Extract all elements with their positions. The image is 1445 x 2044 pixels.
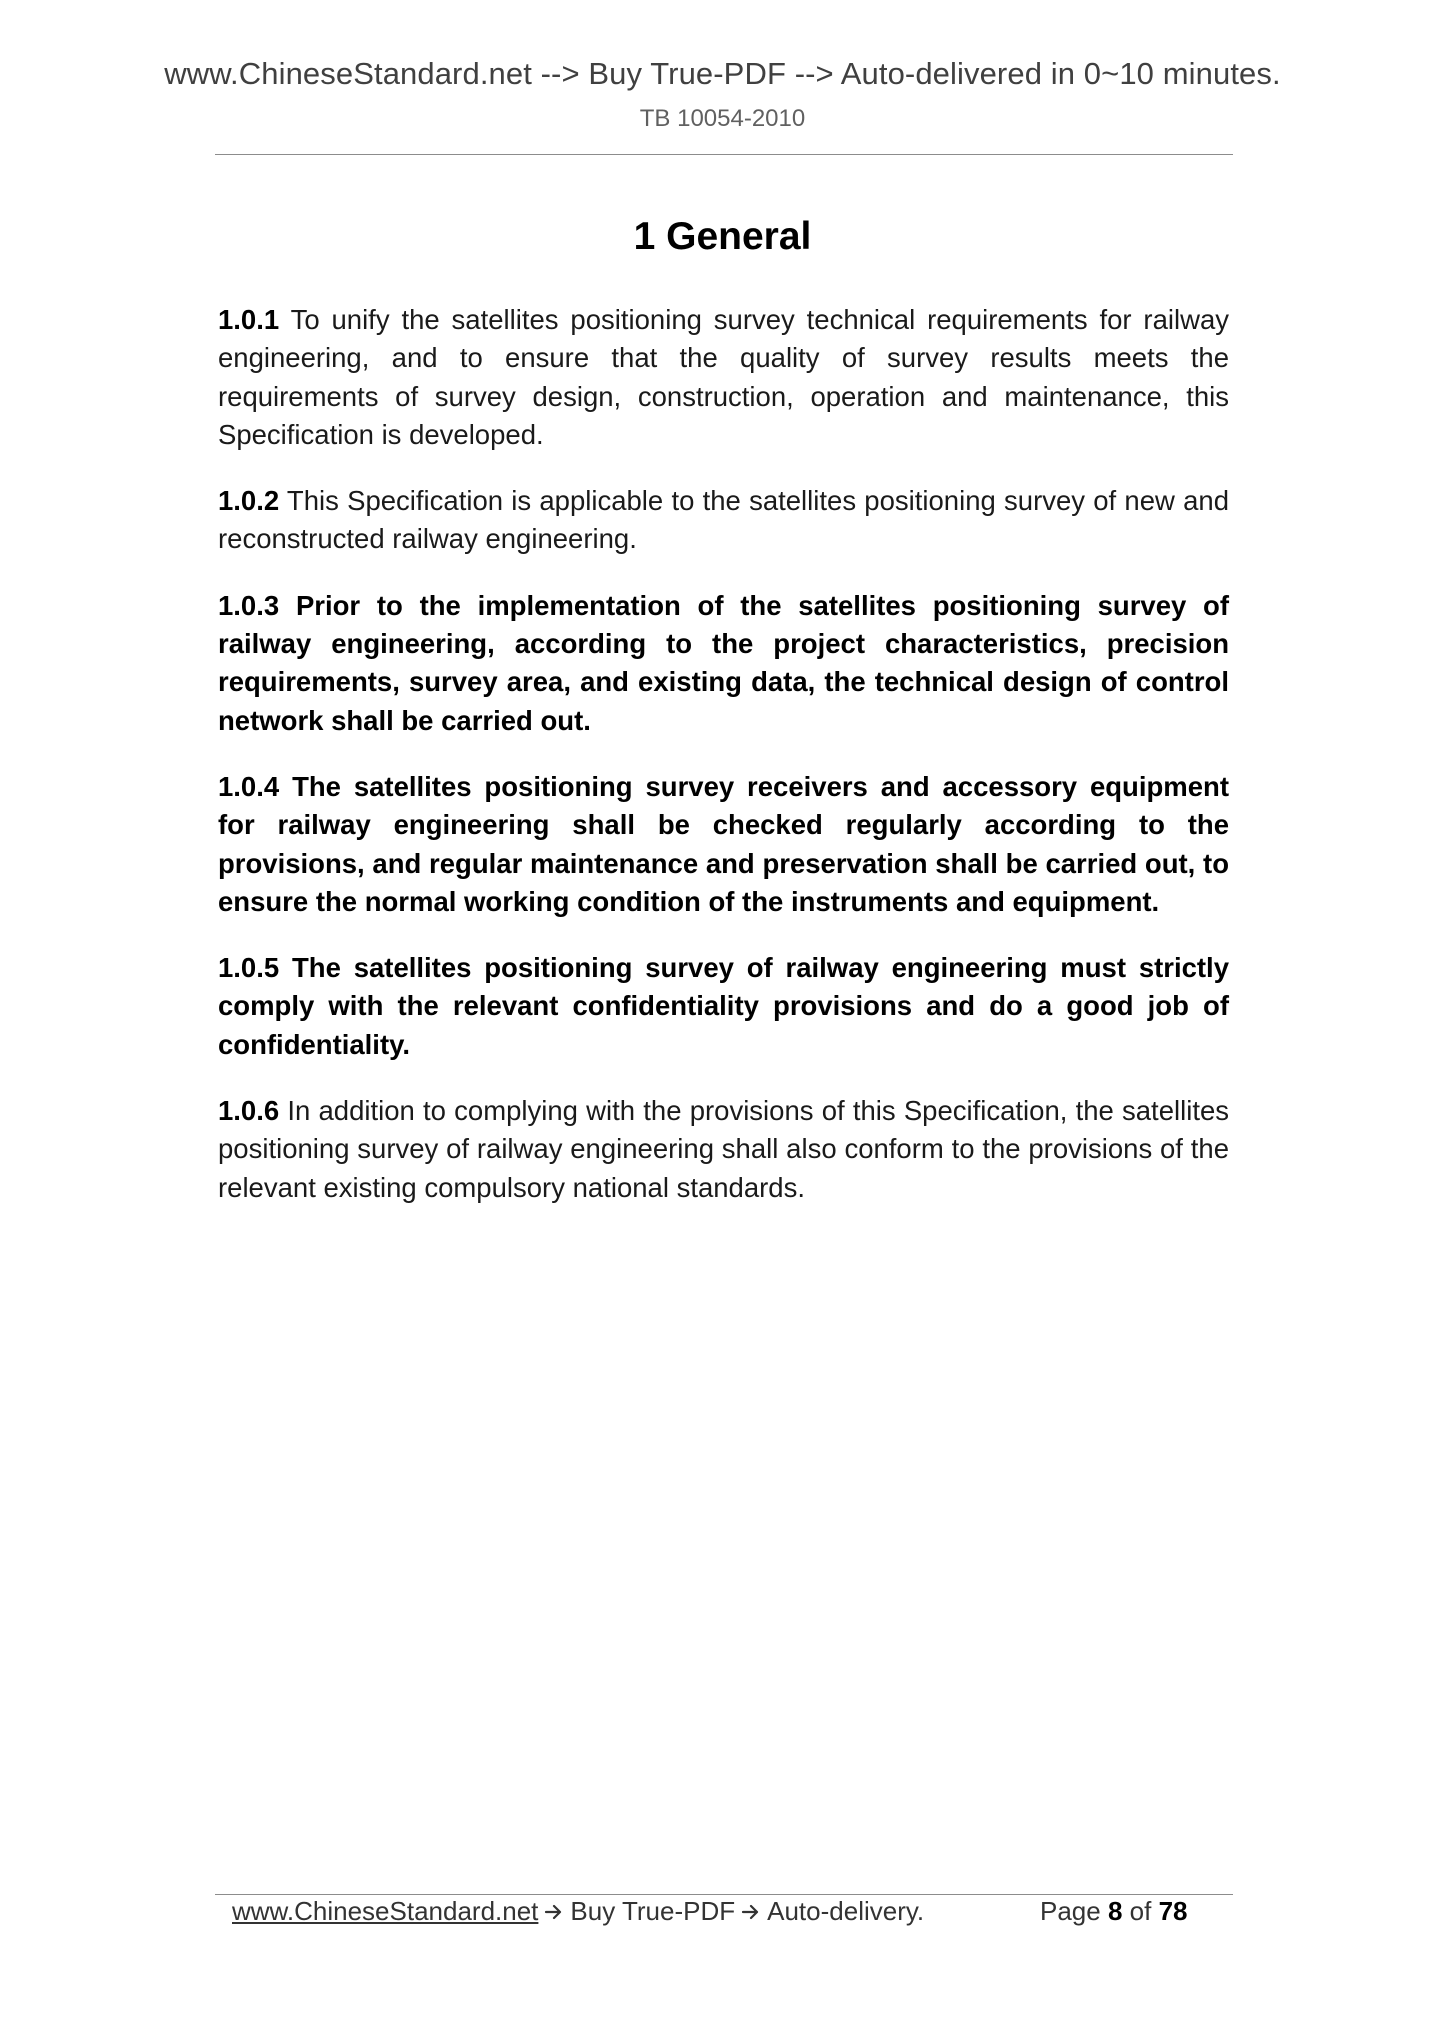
clause-1-0-6 bbox=[218, 1092, 1229, 1207]
page-counter bbox=[1040, 1896, 1188, 1927]
footer-promo bbox=[232, 1896, 924, 1927]
clause-number: 1.0.1 bbox=[218, 304, 280, 335]
right-arrow-icon bbox=[741, 1902, 761, 1922]
clause-1-0-5 bbox=[218, 949, 1229, 1064]
of-label: of bbox=[1129, 1896, 1152, 1926]
page-number: 8 bbox=[1107, 1896, 1123, 1926]
clause-text: This Specification is applicable to the satellites positioning survey of new and reconstructed railway engineering. bbox=[218, 485, 1229, 555]
footer-divider bbox=[215, 1894, 1233, 1895]
clause-number: 1.0.2 bbox=[218, 485, 280, 517]
clause-1-0-1 bbox=[218, 301, 1229, 454]
clause-number: 1.0.4 bbox=[218, 770, 280, 802]
clause-1-0-4 bbox=[218, 768, 1229, 921]
clause-number: 1.0.3 bbox=[218, 589, 280, 621]
site-link[interactable]: www.ChineseStandard.net bbox=[232, 1896, 539, 1926]
clause-1-0-2 bbox=[218, 482, 1229, 559]
chapter-title: 1 General bbox=[633, 215, 812, 258]
buy-true-pdf-text: Buy True-PDF bbox=[570, 1896, 736, 1926]
clause-text: Prior to the implementation of the satellites positioning survey of railway engineering, according to the project characteristics, precision requirements, survey area, and existing data, the technical design of control network shall be carried out. bbox=[218, 589, 1230, 736]
standard-code: TB 10054-2010 bbox=[639, 105, 806, 132]
clause-list bbox=[218, 301, 1229, 1235]
clause-text: In addition to complying with the provisions of this Specification, the satellites positioning survey of railway engineering shall also conform to the provisions of the relevant existing compulsory national standards. bbox=[218, 1095, 1230, 1203]
page-label: Page bbox=[1040, 1896, 1101, 1926]
clause-1-0-3 bbox=[218, 587, 1229, 740]
right-arrow-icon bbox=[544, 1902, 564, 1922]
clause-number: 1.0.5 bbox=[218, 952, 280, 984]
clause-text: The satellites positioning survey of railway engineering must strictly comply with the relevant confidentiality provisions and do a good job of confidentiality. bbox=[218, 952, 1229, 1060]
page-footer bbox=[232, 1896, 1232, 1936]
clause-text: The satellites positioning survey receivers and accessory equipment for railway engineering shall be checked regularly according to the provisions, and regular maintenance and preservation shall be carried out, to ensure the normal working condition of the instruments and equipment. bbox=[218, 770, 1229, 917]
page-total: 78 bbox=[1158, 1896, 1188, 1926]
auto-delivery-text: Auto-delivery. bbox=[767, 1896, 925, 1926]
clause-number: 1.0.6 bbox=[218, 1095, 280, 1127]
clause-text: To unify the satellites positioning survey technical requirements for railway engineering, and to ensure that the quality of survey results meets the requirements of survey design, construction, operation and maintenance, this Specification is developed. bbox=[218, 304, 1229, 450]
header-divider bbox=[215, 154, 1233, 155]
header-banner: www.ChineseStandard.net --> Buy True-PDF --> Auto-delivered in 0~10 minutes. bbox=[164, 56, 1281, 91]
